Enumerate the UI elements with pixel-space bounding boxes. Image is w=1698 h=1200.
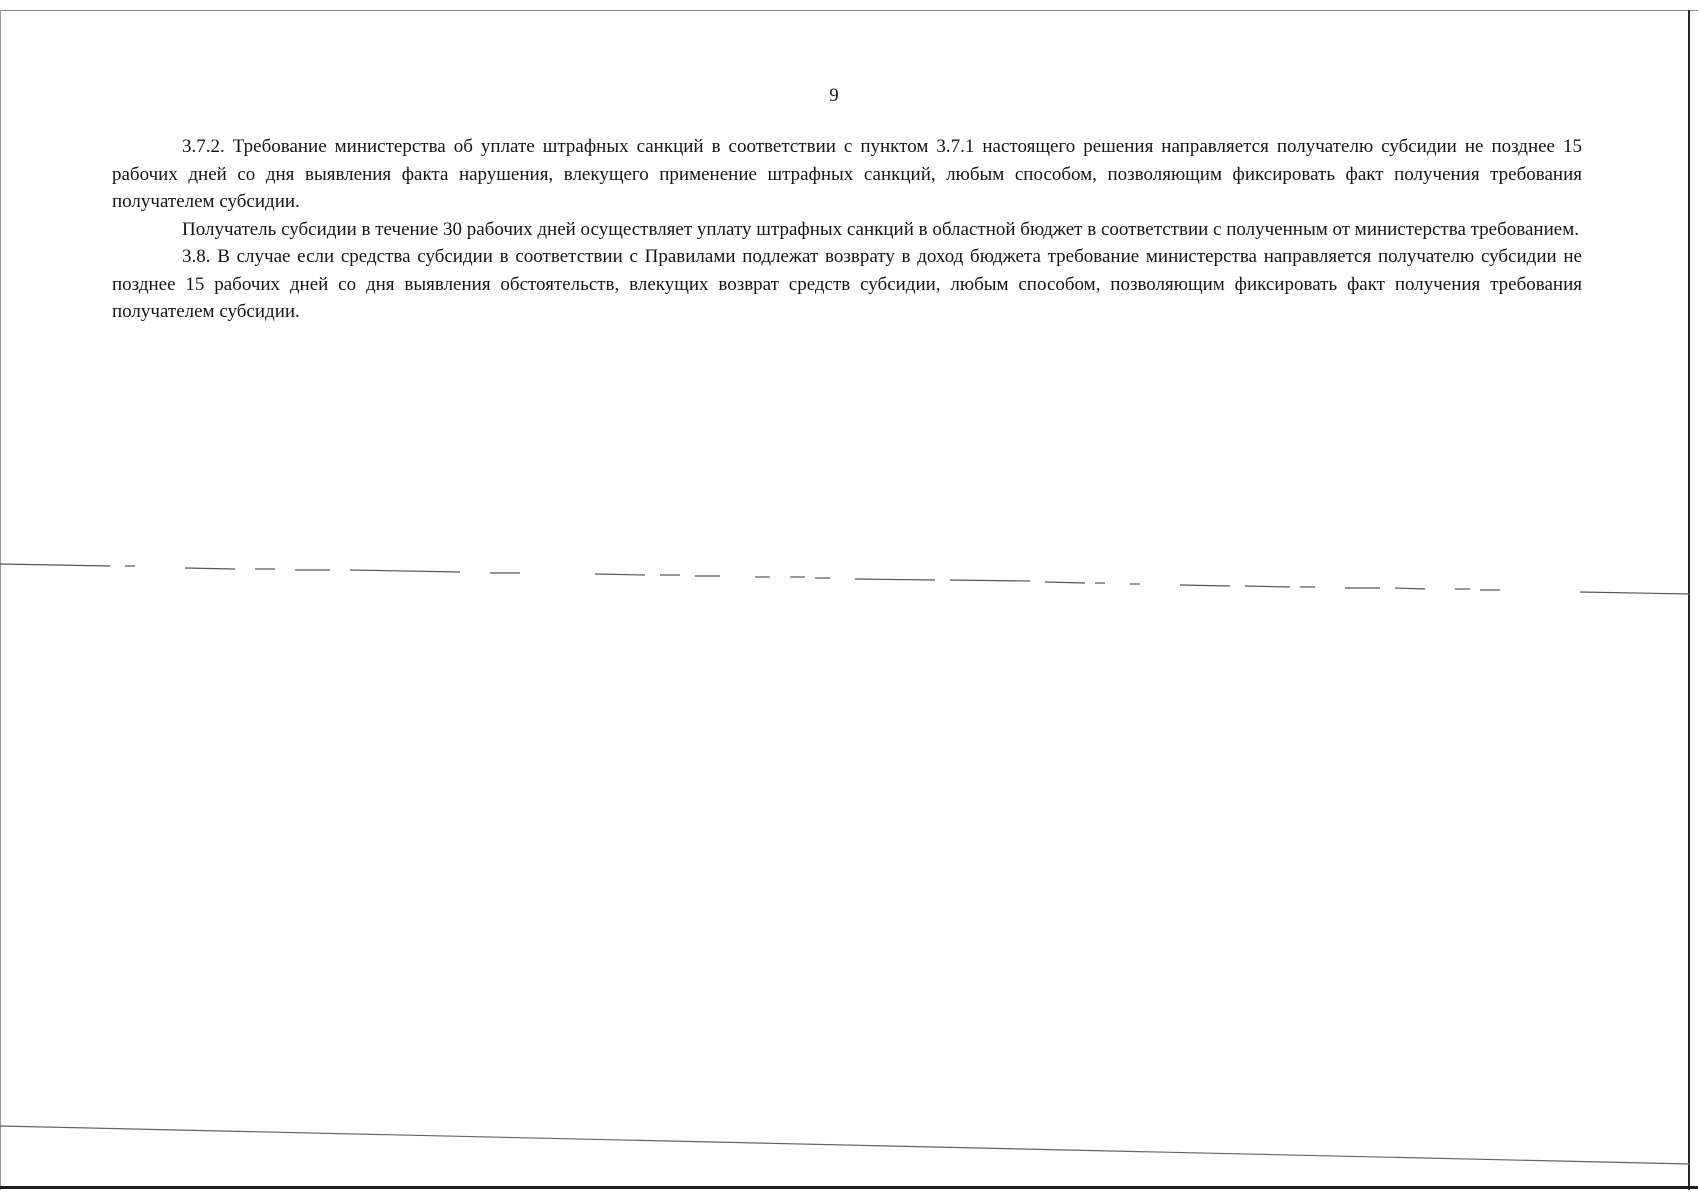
page-bottom-edge xyxy=(0,1186,1698,1189)
paragraph-3-8: 3.8. В случае если средства субсидии в соответствии с Правилами подлежат возврату в доход бюджета требование министерства направляется получателю субсидии не позднее 15 рабочих дней со дня выявления обстоятельств, влекущих возврат средств субсидии, любым способом, позволяющим фиксировать факт получения требования получателем субсидии. xyxy=(112,246,1582,322)
document-body xyxy=(112,133,1582,326)
page-top-edge xyxy=(0,10,1698,11)
scan-bottom-line xyxy=(0,1120,1698,1170)
paragraph-3-7-2: 3.7.2. Требование министерства об уплате штрафных санкций в соответствии с пунктом 3.7.1 настоящего решения направляется получателю субсидии не позднее 15 рабочих дней со дня выявления факта нарушения, влекущего применение штрафных санкций, любым способом, позволяющим фиксировать факт получения требования получателем субсидии. xyxy=(112,136,1582,212)
paragraph-penalty-payment: Получатель субсидии в течение 30 рабочих дней осуществляет уплату штрафных санкций в областной бюджет в соответствии с полученным от министерства требованием. xyxy=(182,218,1579,240)
page-number: 9 xyxy=(829,85,839,106)
fold-line xyxy=(0,556,1698,606)
